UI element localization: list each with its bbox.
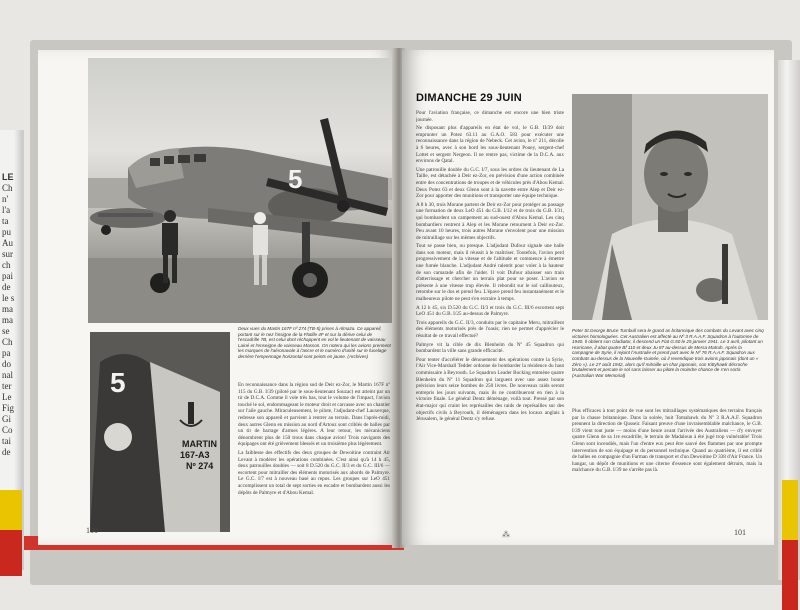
page-number-left: 100 xyxy=(86,526,98,535)
column-paragraph: Tout se passe bien, ou presque. L'adjudant Dufour signale une balle dans son moteur, mais il réussit à le maîtriser. Toutefois, l'avion perd progressivement de la vitesse et de l'altitude et commence à émettre une fumée blanche. L'adjudant André ralentit pour voler à la hauteur de son camarade afin de l'aider. Il voit Dufour abaisser son train d'atterrissage et chercher un terrain plat pour se poser. L'avion se présente à une vitesse trop élevée. Il rebondit sur le sol caillouteux, retombe sur le dos et prend feu. L'épave prend feu instantanément et le malheureux pilote ne peut s'en extraire à temps. xyxy=(416,243,564,303)
column-paragraph: Ne disposant plus d'appareils en état de vol, le G.B. II/39 doit emprunter un Potez 63.11 au G.A.O. 583 pour exécuter une reconnaissance dans la région de Nebeck. Cet avion, le nº 211, décolle à 6 heures, avec à son bord les sous-lieutenant Pouey, sergent-chef Lottet et sergent Nergeon. Il ne rentre pas, victime de la D.C.A. aux environs de Qatal. xyxy=(416,125,564,165)
background-book-line: le s xyxy=(2,293,15,303)
background-book-line: de xyxy=(2,282,11,292)
right-page xyxy=(402,50,774,545)
column-paragraph: A 12 h 45, six D.520 du G.C. II/3 et trois du G.C. III/6 escortent sept LeO 451 du G.B. I/25 au-dessus de Palmyre. xyxy=(416,304,564,318)
airplane-photo xyxy=(88,58,393,323)
background-book-spine xyxy=(0,130,24,570)
plane-marking-number: 5 xyxy=(288,164,303,194)
airplane-photo-caption: Deux vues du Martin 167F nº 274 (TB-5) prises à Almaza. Ce appareil, portant sur le nez l'insigne de la Flotille 4F et sur la dérive celui de l'escadrille 7B, est celui dont réchappent en vol le lieutenant de vaisseau Lainé et l'enseigne de vaisseau Masson. On notera qui les avions prennent les marques de l'aéronavale à l'ancre et le numéro d'unité sur le fuselage derrière l'empennage horizontal sont peints en jaune. (Archives) xyxy=(238,326,391,359)
section-end-ornament: ⁂ xyxy=(502,530,510,539)
left-page-text xyxy=(238,382,390,534)
left-paragraph: La faiblesse des effectifs des deux groupes de Dewoitine contraint Air Levant à modérer les opérations combinées. C'est ainsi qu'à 14 h 45, deux patrouilles doubles — soit 8 D.520 du G.C. II/3 et du G.C. III/6 — escortent pour mitrailler des éléments motorisés aux abords de Palmyre. Le G.C. I/7 est à nouveau basé au repos. Les groupes sur LeO 451 accomplissent un total de sept sorties en escadre et bombardent aussi les dépôts de Palmyre et d'Abou Kemal. xyxy=(238,449,390,496)
column-paragraph: Pour tenter d'accélérer le dénouement des opérations contre la Syrie, l'Air Vice-Marshall Tedder ordonne de bombarder la résidence du haut commissaire à Beyrouth. Le Squadron Leader Bocking emmène quatre Blenheim du Nº 11 Squadron qui larguent avec une assez bonne précision leurs seize bombes de 250 livres. De nouveaux raids seront entrepris les jours suivants, mais ils ne contribueront en rien à la victoire finale. Le général Dentz déménage, voilà tout. Pressé par son état-major qui craint les représailles des raids de représailles sur des objectifs civils à Beyrouth, il déménagera dans les locaux anglais à Jérusalem, le général Dentz s'y refuse. xyxy=(416,356,564,423)
column-paragraph: A 8 h 30, trois Morane partent de Deir ez-Zor pour protéger au passage une formation de deux LeO 451 du G.B. I/12 et de trois du G.B. I/31, qui bombardent un campement au sud-ouest d'Abou Kemal. Les cinq bombardiers rentrent à Alep et les Morane retournent à Deir ez-Zor. Peu avant 10 heures, trois autres Morane s'envolent pour une mission de mitraillage sur les mêmes objectifs. xyxy=(416,201,564,241)
background-book-line: de xyxy=(2,447,11,457)
right-column-2 xyxy=(572,408,762,528)
tail-text-line-2: 167-A3 xyxy=(180,450,210,460)
pilot-portrait-photo xyxy=(572,94,768,320)
airplane-illustration xyxy=(88,58,393,323)
left-paragraph: En reconnaissance dans la région sud de Deir ez-Zor, le Martin 167F nº 115 du G.B. I/39 (piloté par le sous-lieutenant Souzac) est atteint par un tir de D.C.A. Comme il vole très bas, tout le volume de l'impact, l'avion touché le sol, endommageant le moteur droit et carcasse avec un chantier sur l'aile gauche. Miraculeusement, le pilote, l'adjudant-chef Lauxerque, redresse son appareil et parvient à rentrer au terrain. Dans l'après-midi, deux autres Glenn en mission au nord d'Artouz sont criblés de balles par un tir de barrage d'armes légères. A leur retour, les mécaniciens dénombrent plus de 150 trous dans chaque avion! Trois navigants des équipages ont été grièvement blessés et un troisième plus légèrement. xyxy=(238,382,390,448)
tail-number: 5 xyxy=(110,367,126,398)
column-paragraph: Plus efficaces à tout point de vue sont les mitraillages systématiques des terrains français par la chasse britannique. Dans la soirée, huit Tomahawk du Nº 3 R.A.A.F. Squadron prennent la direction de Qusseir. Faisant preuve d'une invraisemblable malchance, le G.B. I/39 vient tout juste — moins d'une heure avant l'arrivée des Australiens — d'y envoyer quatre Glenn de sa 1re escadrille, le terrain de Madaloun à été jugé trop vulnérable! Trois Glenn sont incendiés, mais l'un d'entre eux peut être sauvé des flammes par une prompte intervention de son équipage et du personnel technique. Quand au quatrième, il est criblé de balles en compagnie d'un Farman de transport et d'un Dewoitine D 338 d'Air France. Un hangar, un dépôt de munitions et une citerne d'essence sont également détruits, mais la malchance du G.B. I/39 ne s'arrête pas là. xyxy=(572,408,762,474)
background-book-line: Ch xyxy=(2,183,13,193)
left-page xyxy=(38,50,398,545)
background-book-line: pa xyxy=(2,348,11,358)
tail-text-line-3: Nº 274 xyxy=(186,461,214,471)
background-book-line: sur xyxy=(2,249,13,259)
background-book-line: ch xyxy=(2,260,11,270)
background-book-line: ta xyxy=(2,216,9,226)
background-book-line: n' xyxy=(2,194,9,204)
tail-illustration xyxy=(90,332,230,532)
background-book-line: Le xyxy=(2,392,12,402)
background-book-line: pu xyxy=(2,227,11,237)
background-book-line: ma xyxy=(2,304,13,314)
background-book-line: Co xyxy=(2,425,13,435)
background-book-line: Gi xyxy=(2,414,11,424)
tail-text-line-1: MARTIN xyxy=(182,439,217,449)
right-column-1 xyxy=(416,110,564,530)
background-book-line: Fig xyxy=(2,403,15,413)
column-paragraph: Une patrouille double du G.C. I/7, sous les ordres du lieutenant de La Taille, est détachée à Deir ez-Zor, en prévision d'une action combinée entre des concentrations de troupes et de véhicules près d'Abou Kemal. Deux Potez 63 et deux Glenn sont à la navette entre Alep et Deir ez-Zor pour apporter des munitions et transporter une équipe technique. xyxy=(416,166,564,200)
background-book-line: nal xyxy=(2,370,13,380)
background-book-line: pai xyxy=(2,271,13,281)
pilot-caption: Peter St.George Bruce Turnbull sera le grand as britannique des combats du Levant avec cinq victoires homologuées. Cet Australien est affecté au Nº 3 R.A.A.F. Squadron à l'automne de 1940. Il obtient son Gladiator, il descend un Fiat G.50 le 25 janvier 1941. Le 3 avril, pilotant un Hurricane, il abat quatre Bf 110 et deux Ju 87 au-dessus de Mersa Matruh. Après la campagne de Syrie, il rejoint l'Australie et prend part avec le Nº 76 R.A.A.F. Squadron aux combats au-dessus de la Nouvelle-Guinée, où il revendique trois avions japonais (dont un « Zéro »). Le 27 août 1942, alors qu'il mitraille un char japonais, son Kittyhawk décroche brutalement et percute le sol sans laisser au pilote la moindre chance de s'en sortir. (Australian War Memorial) xyxy=(572,328,764,378)
page-stack-edge xyxy=(778,60,800,580)
background-book-line: Ch xyxy=(2,337,13,347)
background-book-line: se xyxy=(2,326,10,336)
column-paragraph: Palmyre vit la cible de dix Blenheim du Nº 45 Squadron qui bombardent la ville sans grande efficacité. xyxy=(416,341,564,355)
background-book-line: ma xyxy=(2,315,13,325)
background-book-line: LE xyxy=(2,172,14,182)
chapter-heading: DIMANCHE 29 JUIN xyxy=(416,92,522,104)
pilot-illustration xyxy=(572,94,768,320)
red-band xyxy=(0,530,22,576)
tail-photo xyxy=(90,332,230,532)
column-paragraph: Pour l'aviation française, ce dimanche est encore une bien triste journée. xyxy=(416,110,564,123)
background-book-line: ter xyxy=(2,381,12,391)
column-paragraph: Trois appareils du G.C. II/3, conduits par le capitaine Meru, mitraillent des éléments motorisés près de l'oasis; rien ne permet d'apprécier le résultat de ce travail effectué? xyxy=(416,319,564,339)
page-number-right: 101 xyxy=(734,528,746,537)
background-book-line: tai xyxy=(2,436,11,446)
background-book-line: do xyxy=(2,359,11,369)
background-book-line: l'a xyxy=(2,205,11,215)
yellow-band xyxy=(0,490,22,530)
background-book-line: Au xyxy=(2,238,13,248)
edge-yellow-band xyxy=(782,480,798,540)
